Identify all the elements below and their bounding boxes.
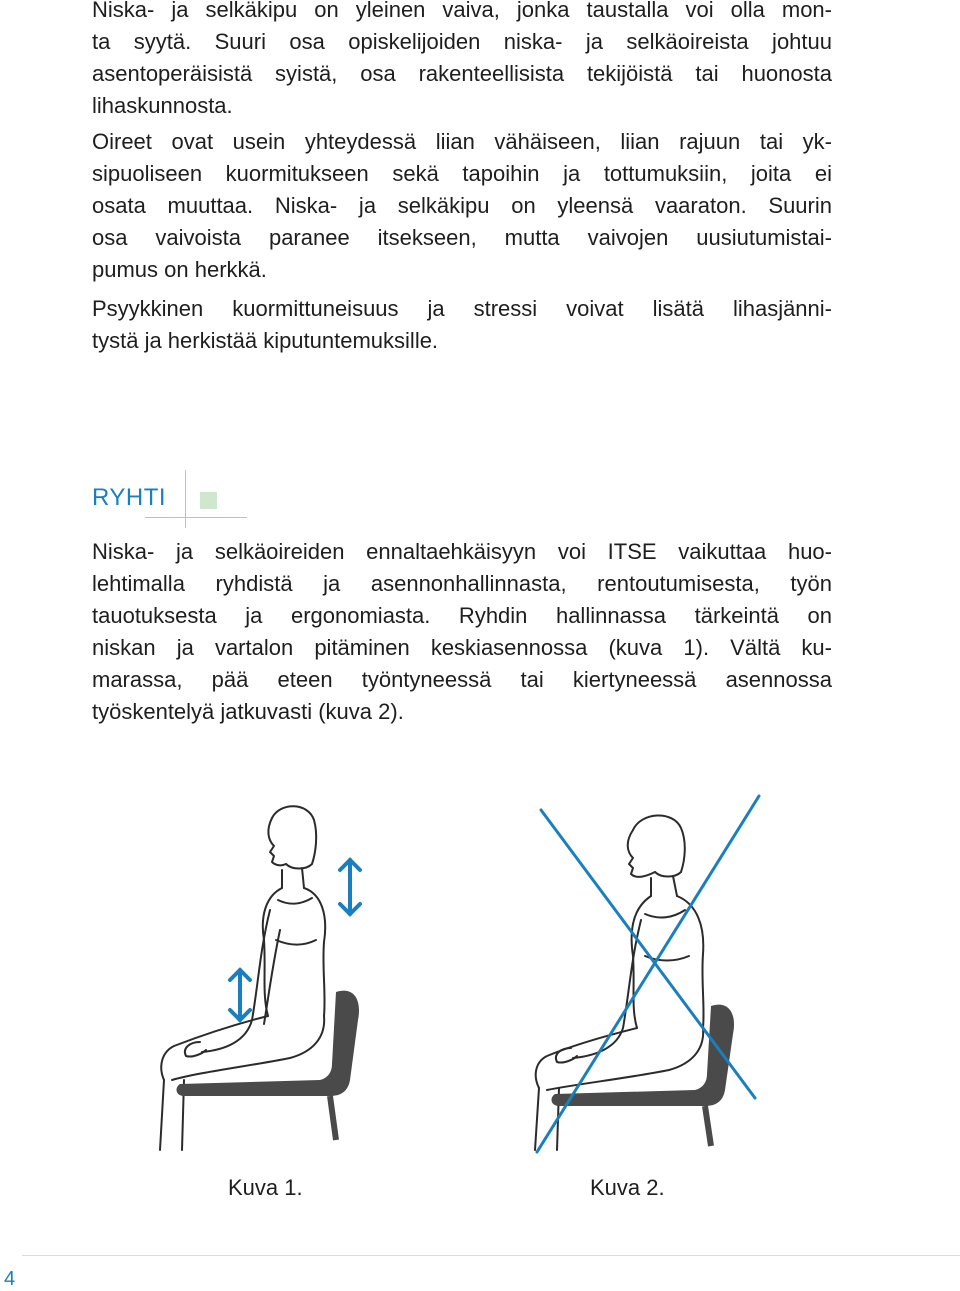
heading-square-icon — [200, 492, 217, 509]
page-number: 4 — [4, 1268, 16, 1290]
figure-caption: Kuva 1. — [228, 1175, 303, 1200]
text-line: ta syytä. Suuri osa opiskelijoiden niska- ja selkäoireista johtuu — [92, 29, 832, 54]
text-line: osata muuttaa. Niska- ja selkäkipu on yleensä vaaraton. Suurin — [92, 193, 832, 218]
text-line: marassa, pää eteen työntyneessä tai kiertyneessä asennossa — [92, 667, 832, 692]
text-line: tystä ja herkistää kiputuntemuksille. — [92, 328, 439, 353]
text-line: Oireet ovat usein yhteydessä liian vähäiseen, liian rajuun tai yk- — [92, 129, 832, 154]
text-line: lihaskunnosta. — [92, 93, 233, 118]
text-line: sipuoliseen kuormitukseen sekä tapoihin ja tottumuksiin, joita ei — [92, 161, 832, 186]
text-line: niskan ja vartalon pitäminen keskiasennossa (kuva 1). Vältä ku- — [92, 635, 832, 660]
footer-rule — [22, 1255, 960, 1256]
symptoms-paragraph — [92, 126, 832, 286]
text-line: osa vaivoista paranee itsekseen, mutta vaivojen uusiutumistai- — [92, 225, 832, 250]
text-line: lehtimalla ryhdistä ja asennonhallinnasta, rentoutumisesta, työn — [92, 571, 832, 596]
intro-paragraph — [92, 0, 832, 122]
text-line: asentoperäisistä syistä, osa rakenteellisista tekijöistä tai huonosta — [92, 61, 832, 86]
text-line: työskentelyä jatkuvasti (kuva 2). — [92, 699, 404, 724]
text-line: Niska- ja selkäkipu on yleinen vaiva, jonka taustalla voi olla mon- — [92, 0, 832, 22]
section-heading: RYHTI — [92, 484, 167, 511]
text-line: pumus on herkkä. — [92, 257, 267, 282]
text-line: Psyykkinen kuormittuneisuus ja stressi voivat lisätä lihasjänni- — [92, 296, 832, 321]
text-line: tauotuksesta ja ergonomiasta. Ryhdin hallinnassa tärkeintä on — [92, 603, 832, 628]
slouched-posture-illustration — [515, 780, 775, 1170]
text-line: Niska- ja selkäoireiden ennaltaehkäisyyn voi ITSE vaikuttaa huo- — [92, 539, 832, 564]
posture-paragraph — [92, 536, 832, 728]
heading-horizontal-rule — [145, 517, 247, 518]
heading-vertical-rule — [185, 470, 186, 528]
stress-paragraph — [92, 293, 832, 357]
figure-caption: Kuva 2. — [590, 1175, 665, 1200]
upright-posture-illustration — [140, 780, 400, 1170]
